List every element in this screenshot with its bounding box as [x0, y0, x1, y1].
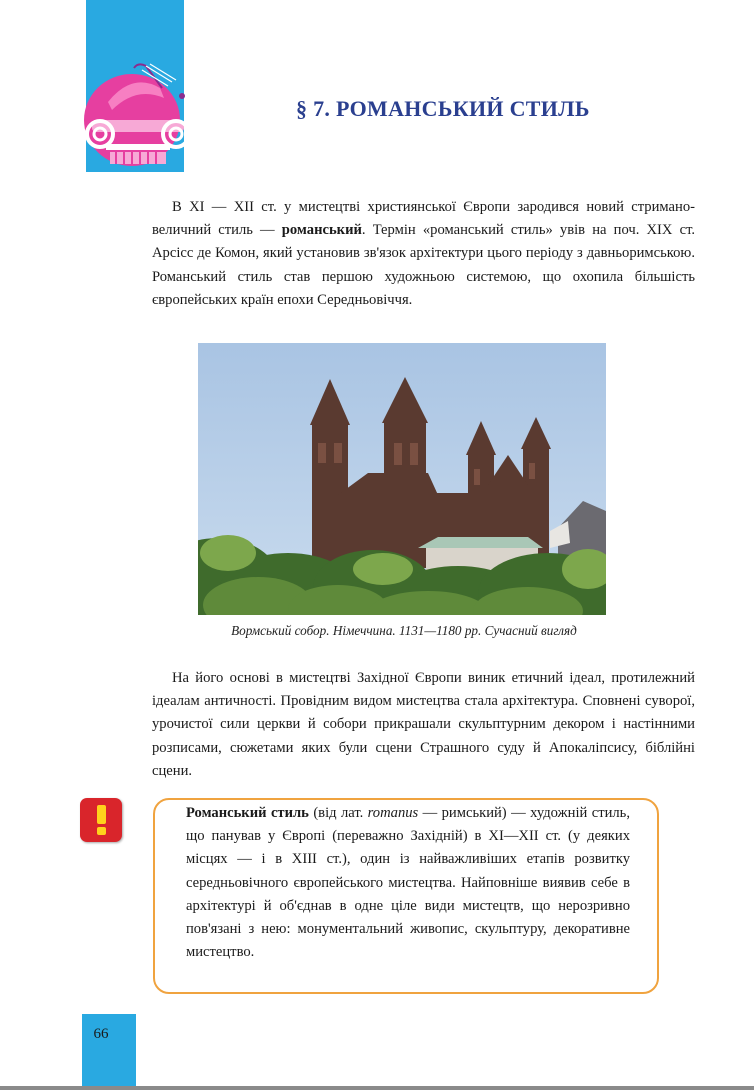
- definition-part2: — римський) — художній стиль, що панував у Європі (переважно Західній) в XI—XII ст. (у деяких місцях — і в XIII ст.), один із найважливіших етапів розвитку середньовічного європейського мистецтва. Найповніше виявив себе в архітектурі й об'єднав в одне ціле види мистецтв, що нерозривно пов'язані з нею: монументальний живопис, скульптуру, декоративне мистецтво.: [186, 805, 630, 961]
- page-number-tab: [82, 1014, 136, 1090]
- intro-bold-term: романський: [281, 222, 362, 239]
- exclamation-bar: [97, 805, 106, 824]
- body-paragraph: На його основі в мистецтві Західної Європи виник етичний ідеал, протилежний ідеалам античності. Провідним видом мистецтва стала архітектура. Сповнені суворої, урочистої сили церкви й собори прикрашали скульптурним декором і настінними розписами, сюжетами яких були сцени Страшного суду й Апокаліпсису, біблійні сцени.: [152, 670, 695, 779]
- photo-caption: Вормський собор. Німеччина. 1131—1180 рр. Сучасний вигляд: [231, 623, 577, 638]
- exclamation-icon: [80, 798, 122, 842]
- ionic-capital-lyre-icon: [76, 58, 200, 170]
- definition-text: [186, 802, 630, 964]
- page-number: 66: [93, 1026, 109, 1042]
- intro-text-part1: В XI — XII ст. у мистецтві християнської Європи зародився новий стримано-величний стиль —: [152, 199, 695, 239]
- worms-cathedral-photo: [198, 343, 606, 615]
- exclamation-dot: [97, 827, 106, 835]
- bottom-rule: [0, 1086, 754, 1090]
- definition-term: Романський стиль: [186, 805, 309, 821]
- definition-part1: (від лат.: [308, 805, 368, 821]
- intro-text-part2: . Термін «романський стиль» увів на поч. XIX ст. Арсісс де Комон, який установив зв'язок архітектури цього періоду з давньоримською. Романський стиль став першою художньою системою, що охопила більшість європейських країн епохи Середньовіччя.: [152, 222, 696, 308]
- page-title: § 7. РОМАНСЬКИЙ СТИЛЬ: [296, 96, 590, 121]
- definition-latin: romanus: [367, 805, 419, 821]
- intro-paragraph: [152, 196, 695, 312]
